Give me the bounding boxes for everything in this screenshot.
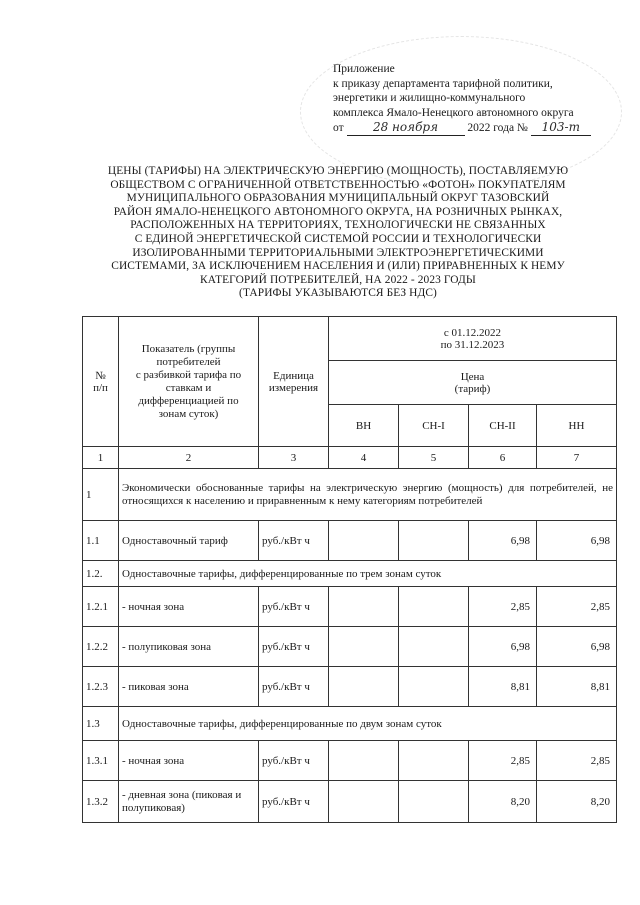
row-nn: 8,81 [537, 667, 617, 707]
appendix-line: Приложение [333, 63, 395, 75]
row-sn1 [399, 781, 469, 823]
row-nn: 8,20 [537, 781, 617, 823]
header-period: с 01.12.2022 по 31.12.2023 [329, 317, 617, 361]
section-text: Экономически обоснованные тарифы на электрическую энергию (мощность) для потребителей, не относящихся к населению и приравненным к нему категориям потребителей [119, 469, 617, 521]
appendix-line: комплекса Ямало-Ненецкого автономного округа [333, 106, 574, 119]
row-vn [329, 781, 399, 823]
section-row [83, 707, 617, 741]
row-nn: 6,98 [537, 627, 617, 667]
table-row [83, 667, 617, 707]
row-vn [329, 627, 399, 667]
title-line: РАЙОН ЯМАЛО-НЕНЕЦКОГО АВТОНОМНОГО ОКРУГА, НА РОЗНИЧНЫХ РЫНКАХ, [113, 205, 563, 218]
row-unit: руб./кВт ч [259, 587, 329, 627]
row-sn1 [399, 521, 469, 561]
row-name: - дневная зона (пиковая и полупиковая) [119, 781, 259, 823]
row-unit: руб./кВт ч [259, 521, 329, 561]
row-sn2: 8,81 [469, 667, 537, 707]
table-row [83, 781, 617, 823]
section-row [83, 561, 617, 587]
table-row [83, 521, 617, 561]
row-nn: 6,98 [537, 521, 617, 561]
col-number: 3 [259, 447, 329, 469]
column-numbers-row [83, 447, 617, 469]
section-num: 1.2. [83, 561, 119, 587]
title-line: (ТАРИФЫ УКАЗЫВАЮТСЯ БЕЗ НДС) [239, 287, 437, 300]
section-row [83, 469, 617, 521]
title-line: РАСПОЛОЖЕННЫХ НА ТЕРРИТОРИЯХ, ТЕХНОЛОГИЧЕСКИ НЕ СВЯЗАННЫХ [130, 219, 546, 232]
title-line: МУНИЦИПАЛЬНОГО ОБРАЗОВАНИЯ МУНИЦИПАЛЬНЫЙ ОКРУГ ТАЗОВСКИЙ [126, 192, 550, 205]
row-nn: 2,85 [537, 741, 617, 781]
row-vn [329, 521, 399, 561]
row-num: 1.2.2 [83, 627, 119, 667]
row-sn1 [399, 741, 469, 781]
handwritten-date: 28 ноября [347, 120, 465, 136]
table-row [83, 587, 617, 627]
header-num: № п/п [83, 317, 119, 447]
row-name: - ночная зона [119, 587, 259, 627]
year-text: 2022 года № [467, 122, 528, 134]
row-num: 1.3.2 [83, 781, 119, 823]
row-name: - полупиковая зона [119, 627, 259, 667]
appendix-line: энергетики и жилищно-коммунального [333, 92, 526, 104]
col-number: 1 [83, 447, 119, 469]
col-number: 7 [537, 447, 617, 469]
title-line: ИЗОЛИРОВАННЫМИ ТЕРРИТОРИАЛЬНЫМИ ЭЛЕКТРОЭНЕРГЕТИЧЕСКИМИ [132, 246, 544, 259]
appendix-date-line [333, 120, 633, 136]
header-level-sn1: СН-I [399, 405, 469, 447]
row-sn2: 6,98 [469, 627, 537, 667]
title-line: ОБЩЕСТВОМ С ОГРАНИЧЕННОЙ ОТВЕТСТВЕННОСТЬЮ «ФОТОН» ПОКУПАТЕЛЯМ [110, 178, 566, 191]
row-vn [329, 587, 399, 627]
row-vn [329, 741, 399, 781]
row-sn1 [399, 627, 469, 667]
title-line: ЦЕНЫ (ТАРИФЫ) НА ЭЛЕКТРИЧЕСКУЮ ЭНЕРГИЮ (МОЩНОСТЬ), ПОСТАВЛЯЕМУЮ [107, 165, 569, 177]
table-row [83, 741, 617, 781]
row-sn2: 2,85 [469, 587, 537, 627]
section-num: 1 [83, 469, 119, 521]
row-num: 1.3.1 [83, 741, 119, 781]
header-indicator: Показатель (группы потребителей с разбивкой тарифа по ставкам и дифференциацией по зонам суток) [119, 317, 259, 447]
header-level-vn: ВН [329, 405, 399, 447]
tariff-table [82, 316, 617, 823]
header-price: Цена (тариф) [329, 361, 617, 405]
col-number: 2 [119, 447, 259, 469]
row-unit: руб./кВт ч [259, 667, 329, 707]
section-text: Одноставочные тарифы, дифференцированные по трем зонам суток [119, 561, 617, 587]
row-unit: руб./кВт ч [259, 741, 329, 781]
appendix-block [333, 62, 633, 136]
appendix-line: к приказу департамента тарифной политики, [333, 77, 553, 90]
title-line: С ЕДИНОЙ ЭНЕРГЕТИЧЕСКОЙ СИСТЕМОЙ РОССИИ И ТЕХНОЛОГИЧЕСКИ [134, 232, 542, 245]
header-level-sn2: СН-II [469, 405, 537, 447]
row-sn2: 6,98 [469, 521, 537, 561]
row-num: 1.2.3 [83, 667, 119, 707]
col-number: 4 [329, 447, 399, 469]
col-number: 6 [469, 447, 537, 469]
section-text: Одноставочные тарифы, дифференцированные по двум зонам суток [119, 707, 617, 741]
section-num: 1.3 [83, 707, 119, 741]
table-row [83, 627, 617, 667]
row-name: Одноставочный тариф [119, 521, 259, 561]
row-sn2: 8,20 [469, 781, 537, 823]
from-prefix: от [333, 122, 344, 134]
col-number: 5 [399, 447, 469, 469]
row-sn2: 2,85 [469, 741, 537, 781]
row-sn1 [399, 667, 469, 707]
row-num: 1.1 [83, 521, 119, 561]
row-unit: руб./кВт ч [259, 627, 329, 667]
handwritten-number: 103-т [531, 120, 591, 136]
title-line: СИСТЕМАМИ, ЗА ИСКЛЮЧЕНИЕМ НАСЕЛЕНИЯ И (ИЛИ) ПРИРАВНЕННЫХ К НЕМУ [111, 260, 565, 273]
row-unit: руб./кВт ч [259, 781, 329, 823]
row-name: - ночная зона [119, 741, 259, 781]
row-sn1 [399, 587, 469, 627]
row-name: - пиковая зона [119, 667, 259, 707]
title-line: КАТЕГОРИЙ ПОТРЕБИТЕЛЕЙ, НА 2022 - 2023 ГОДЫ [200, 273, 476, 286]
row-nn: 2,85 [537, 587, 617, 627]
document-title [58, 165, 618, 301]
row-num: 1.2.1 [83, 587, 119, 627]
header-row [83, 317, 617, 361]
header-level-nn: НН [537, 405, 617, 447]
header-unit: Единица измерения [259, 317, 329, 447]
row-vn [329, 667, 399, 707]
